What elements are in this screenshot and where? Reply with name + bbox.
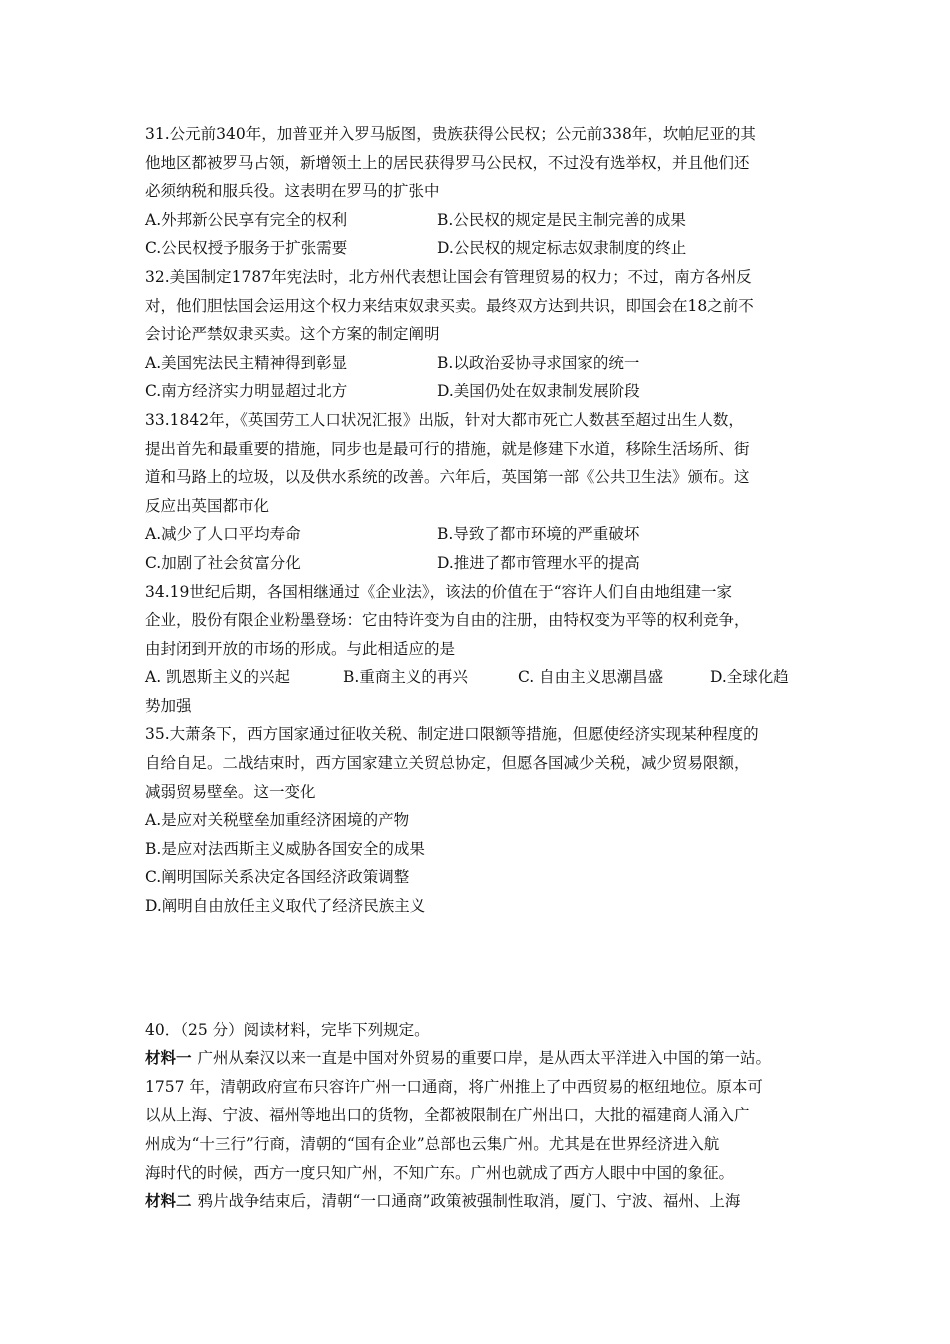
question-31-option-c: C.公民权授予服务于扩张需要 [145, 239, 348, 258]
question-35 [145, 720, 815, 920]
question-31 [145, 120, 815, 263]
question-31-line-1: 31.公元前340年，加普亚并入罗马版图，贵族获得公民权；公元前338年，坎帕尼亚的其 [145, 125, 756, 143]
question-34-option-d-continued: 势加强 [145, 696, 192, 715]
question-31-option-d: D.公民权的规定标志奴隶制度的终止 [437, 239, 687, 258]
question-34-option-a: A. 凯恩斯主义的兴起 [145, 668, 291, 687]
question-31-line-2: 他地区都被罗马占领，新增领土上的居民获得罗马公民权，不过没有选举权，并且他们还 [145, 153, 750, 172]
question-33-option-b: B.导致了都市环境的严重破坏 [437, 525, 640, 544]
question-33-option-a: A.减少了人口平均寿命 [145, 525, 301, 544]
material-2-label: 材料二 [145, 1191, 192, 1211]
question-35-option-c: C.阐明国际关系决定各国经济政策调整 [145, 868, 410, 887]
question-32-line-3: 会讨论严禁奴隶买卖。这个方案的制定阐明 [145, 325, 440, 344]
question-33-line-1: 33.1842年，《英国劳工人口状况汇报》出版，针对大都市死亡人数甚至超过出生人数， [145, 410, 744, 429]
question-32-line-1: 32.美国制定1787年宪法时，北方州代表想让国会有管理贸易的权力；不过，南方各州反 [145, 267, 752, 286]
material-1-line-2: 1757 年，清朝政府宣布只容许广州一口通商，将广州推上了中西贸易的枢纽地位。原本可 [145, 1077, 763, 1096]
question-33-option-c: C.加剧了社会贫富分化 [145, 553, 301, 572]
question-40-header: 40．（25 分）阅读材料，完毕下列规定。 [145, 1020, 430, 1039]
material-2-line-1: 鸦片战争结束后，清朝“一口通商”政策被强制性取消，厦门、宁波、福州、上海 [197, 1192, 741, 1211]
exam-page [145, 120, 815, 1216]
material-1-line-5: 海时代的时候，西方一度只知广州，不知广东。广州也就成了西方人眼中中国的象征。 [145, 1163, 735, 1182]
question-34-option-b: B.重商主义的再兴 [343, 668, 468, 687]
question-31-option-a: A.外邦新公民享有完全的权利 [145, 210, 348, 229]
question-33-line-2: 提出首先和最重要的措施，同步也是最可行的措施，就是修建下水道，移除生活场所、街 [145, 439, 750, 458]
question-35-option-d: D.阐明自由放任主义取代了经济民族主义 [145, 897, 426, 916]
question-32-option-c: C.南方经济实力明显超过北方 [145, 382, 348, 401]
question-33-line-4: 反应出英国都市化 [145, 496, 270, 515]
question-40 [145, 1016, 815, 1216]
question-33-option-d: D.推进了都市管理水平的提高 [437, 553, 640, 572]
question-35-line-3: 减弱贸易壁垒。这一变化 [145, 782, 316, 801]
question-33-line-3: 道和马路上的垃圾，以及供水系统的改善。六年后，英国第一部《公共卫生法》颁布。这 [145, 468, 750, 487]
question-34-line-1: 34.19世纪后期，各国相继通过《企业法》，该法的价值在于“容许人们自由地组建一家 [145, 582, 733, 601]
question-34-option-c: C. 自由主义思潮昌盛 [518, 668, 664, 687]
question-35-option-b: B.是应对法西斯主义威胁各国安全的成果 [145, 839, 425, 858]
question-35-line-1: 35.大萧条下，西方国家通过征收关税、制定进口限额等措施，但愿使经济实现某种程度的 [145, 725, 759, 744]
material-1-label: 材料一 [145, 1048, 192, 1068]
question-32-line-2: 对，他们胆怯国会运用这个权力来结束奴隶买卖。最终双方达到共识，即国会在18之前不 [145, 296, 754, 315]
question-34-line-3: 由封闭到开放的市场的形成。与此相适应的是 [145, 639, 456, 658]
question-34-option-d: D.全球化趋 [710, 668, 789, 687]
question-34 [145, 578, 815, 721]
question-32 [145, 263, 815, 406]
question-35-line-2: 自给自足。二战结束时，西方国家建立关贸总协定，但愿各国减少关税，减少贸易限额， [145, 754, 750, 773]
section-spacer [145, 921, 815, 1016]
question-31-line-3: 必须纳税和服兵役。这表明在罗马的扩张中 [145, 182, 440, 201]
material-1-line-1: 广州从秦汉以来一直是中国对外贸易的重要口岸，是从西太平洋进入中国的第一站。 [197, 1049, 772, 1068]
question-32-option-d: D.美国仍处在奴隶制发展阶段 [437, 382, 640, 401]
question-32-option-b: B.以政治妥协寻求国家的统一 [437, 353, 640, 372]
material-1-line-4: 州成为“十三行”行商，清朝的“国有企业”总部也云集广州。尤其是在世界经济进入航 [145, 1135, 720, 1153]
question-33 [145, 406, 815, 578]
material-1-line-3: 以从上海、宁波、福州等地出口的货物，全都被限制在广州出口，大批的福建商人涌入广 [145, 1106, 750, 1125]
question-34-line-2: 企业，股份有限企业粉墨登场：它由特许变为自由的注册，由特权变为平等的权利竞争， [145, 611, 750, 630]
question-31-option-b: B.公民权的规定是民主制完善的成果 [437, 210, 686, 229]
question-35-option-a: A.是应对关税壁垒加重经济困境的产物 [145, 811, 410, 830]
question-32-option-a: A.美国宪法民主精神得到彰显 [145, 353, 348, 372]
